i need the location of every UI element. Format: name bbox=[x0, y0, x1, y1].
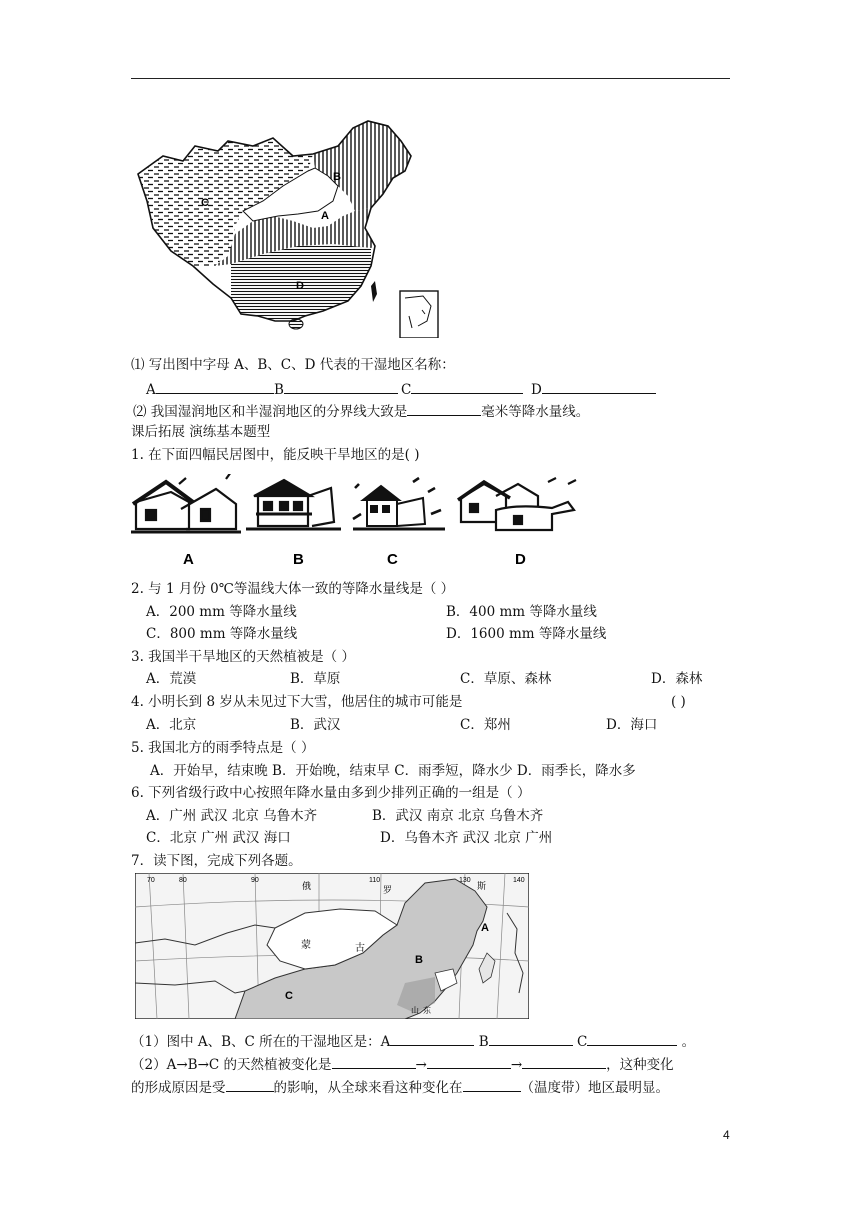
q7-sub2-post: ，这种变化 bbox=[606, 1057, 674, 1073]
q7-label-meng: 蒙 bbox=[301, 940, 311, 951]
q1-stem: 1. 在下面四幅民居图中，能反映干旱地区的是( ) bbox=[131, 447, 420, 463]
q7-sub2-blank-3[interactable] bbox=[522, 1054, 606, 1069]
q7-sub2-blank-2[interactable] bbox=[427, 1054, 511, 1069]
q2-stem: 2. 与 1 月份 0℃等温线大体一致的等降水量线是（ ） bbox=[131, 581, 455, 597]
q7-sub2-pre: （2）A→B→C 的天然植被变化是 bbox=[131, 1057, 332, 1073]
map1-answer-b-blank[interactable] bbox=[284, 379, 398, 394]
q7-sub2-line1 bbox=[131, 1054, 674, 1074]
map1-label-c: C bbox=[201, 197, 209, 209]
q7-sub1-blank-c[interactable] bbox=[587, 1031, 677, 1046]
map1-answer-b-label: B bbox=[274, 382, 284, 398]
map1-question-2-blank[interactable] bbox=[407, 401, 481, 416]
q5-options[interactable]: A．开始早，结束晚 B．开始晚，结束早 C．雨季短，降水少 D．雨季长，降水多 bbox=[150, 763, 636, 779]
map1-answer-a-label: A bbox=[146, 382, 156, 398]
q3-option-a[interactable]: A．荒漠 bbox=[146, 671, 197, 687]
map1-answer-a-row bbox=[146, 379, 274, 399]
q1-label-d: D bbox=[515, 551, 526, 568]
map1-answer-a-blank[interactable] bbox=[156, 379, 274, 394]
map1-question-2-pre: ⑵ 我国湿润地区和半湿润地区的分界线大致是 bbox=[133, 404, 408, 420]
q1-label-b: B bbox=[293, 551, 304, 568]
q7-tick-90: 90 bbox=[251, 877, 259, 884]
q3-option-d[interactable]: D．森林 bbox=[651, 671, 703, 687]
map1-answer-c-blank[interactable] bbox=[411, 379, 523, 394]
q7-sub2-blank-1[interactable] bbox=[332, 1054, 416, 1069]
q7-sub2-arrow-1: → bbox=[415, 1057, 427, 1073]
map1-answer-c-label: C bbox=[401, 382, 412, 398]
q4-option-c[interactable]: C．郑州 bbox=[460, 717, 511, 733]
q7-sub1-pre: （1）图中 A、B、C 所在的干湿地区是：A bbox=[131, 1034, 391, 1050]
map1-answer-d-row bbox=[531, 379, 656, 399]
q3-option-c[interactable]: C．草原、森林 bbox=[460, 671, 552, 687]
house-c-image bbox=[353, 478, 445, 529]
q3-stem: 3. 我国半干旱地区的天然植被是（ ） bbox=[131, 649, 355, 665]
q7-label-gu: 古 bbox=[355, 943, 365, 954]
map1-label-d: D bbox=[296, 280, 304, 292]
map1-answer-b-row bbox=[274, 379, 398, 399]
q7-tick-140: 140 bbox=[513, 877, 525, 884]
section-title: 课后拓展 演练基本题型 bbox=[131, 424, 271, 440]
q2-option-d[interactable]: D．1600 mm 等降水量线 bbox=[446, 626, 607, 642]
q7-tick-110: 110 bbox=[369, 877, 381, 884]
q7-label-c: C bbox=[285, 990, 293, 1002]
q7-stem: 7．读下图，完成下列各题。 bbox=[131, 853, 302, 869]
q7-sub1-b-label: B bbox=[478, 1034, 489, 1050]
house-a-image bbox=[131, 474, 241, 532]
map1-answer-d-label: D bbox=[531, 382, 542, 398]
map1-answer-c-row bbox=[401, 379, 523, 399]
q2-option-c[interactable]: C．800 mm 等降水量线 bbox=[146, 626, 298, 642]
q4-stem: 4. 小明长到 8 岁从未见过下大雪，他居住的城市可能是 bbox=[131, 694, 463, 710]
q6-option-a[interactable]: A．广州 武汉 北京 乌鲁木齐 bbox=[146, 808, 318, 824]
house-d-image bbox=[458, 478, 576, 530]
house-b-image bbox=[246, 480, 341, 529]
q7-sub2-line2 bbox=[131, 1077, 669, 1097]
map1-answer-d-blank[interactable] bbox=[542, 379, 656, 394]
q1-label-a: A bbox=[183, 551, 194, 568]
q2-option-a[interactable]: A．200 mm 等降水量线 bbox=[146, 604, 297, 620]
q7-label-b: B bbox=[415, 954, 423, 966]
map1-question-1: ⑴ 写出图中字母 A、B、C、D 代表的干湿地区名称： bbox=[131, 357, 455, 373]
q7-sub1-end: 。 bbox=[681, 1034, 696, 1050]
q1-house-images bbox=[131, 474, 581, 568]
q7-tick-130: 130 bbox=[459, 877, 471, 884]
q7-sub1-c-label: C bbox=[576, 1034, 588, 1050]
q6-stem: 6. 下列省级行政中心按照年降水量由多到少排列正确的一组是（ ） bbox=[131, 785, 531, 801]
q7-label-a: A bbox=[481, 922, 489, 934]
q7-sub1 bbox=[131, 1031, 695, 1051]
q7-sub2-arrow-2: → bbox=[510, 1057, 523, 1073]
q4-option-b[interactable]: B．武汉 bbox=[290, 717, 341, 733]
q7-label-e: 俄 bbox=[302, 881, 312, 891]
q7-sub2-line2-mid: 的影响，从全球来看这种变化在 bbox=[273, 1080, 463, 1096]
map1-question-2 bbox=[133, 401, 589, 421]
q7-east-asia-map bbox=[135, 873, 529, 1019]
q7-label-shan: 山 bbox=[411, 1006, 419, 1015]
q6-option-d[interactable]: D．乌鲁木齐 武汉 北京 广州 bbox=[380, 830, 553, 846]
map1-label-b: B bbox=[333, 171, 341, 183]
q7-sub1-blank-b[interactable] bbox=[489, 1031, 573, 1046]
q6-option-b[interactable]: B．武汉 南京 北京 乌鲁木齐 bbox=[372, 808, 544, 824]
q7-sub1-blank-a[interactable] bbox=[390, 1031, 474, 1046]
header-rule bbox=[131, 78, 730, 79]
q7-tick-70: 70 bbox=[147, 877, 155, 884]
map1-question-2-post: 毫米等降水量线。 bbox=[481, 404, 590, 420]
q7-label-si: 斯 bbox=[477, 881, 487, 891]
q7-label-dong: 东 bbox=[423, 1006, 431, 1015]
q5-stem: 5. 我国北方的雨季特点是（ ） bbox=[131, 740, 315, 756]
q7-sub2-line2-post: （温度带）地区最明显。 bbox=[520, 1080, 669, 1096]
q7-sub2-blank-5[interactable] bbox=[463, 1077, 521, 1092]
china-dry-wet-map bbox=[133, 116, 443, 338]
q7-label-luo: 罗 bbox=[383, 885, 393, 895]
page-number: 4 bbox=[723, 1128, 730, 1142]
q7-sub2-line2-pre: 的形成原因是受 bbox=[131, 1080, 226, 1096]
q1-label-c: C bbox=[387, 551, 398, 568]
q7-tick-80: 80 bbox=[179, 877, 187, 884]
q6-option-c[interactable]: C．北京 广州 武汉 海口 bbox=[146, 830, 291, 846]
map1-label-a: A bbox=[321, 210, 329, 222]
q4-option-a[interactable]: A．北京 bbox=[146, 717, 197, 733]
q2-option-b[interactable]: B．400 mm 等降水量线 bbox=[446, 604, 597, 620]
q7-sub2-blank-4[interactable] bbox=[226, 1077, 274, 1092]
q4-option-d[interactable]: D．海口 bbox=[606, 717, 658, 733]
q3-option-b[interactable]: B．草原 bbox=[290, 671, 341, 687]
q4-bracket: ( ) bbox=[671, 694, 686, 710]
